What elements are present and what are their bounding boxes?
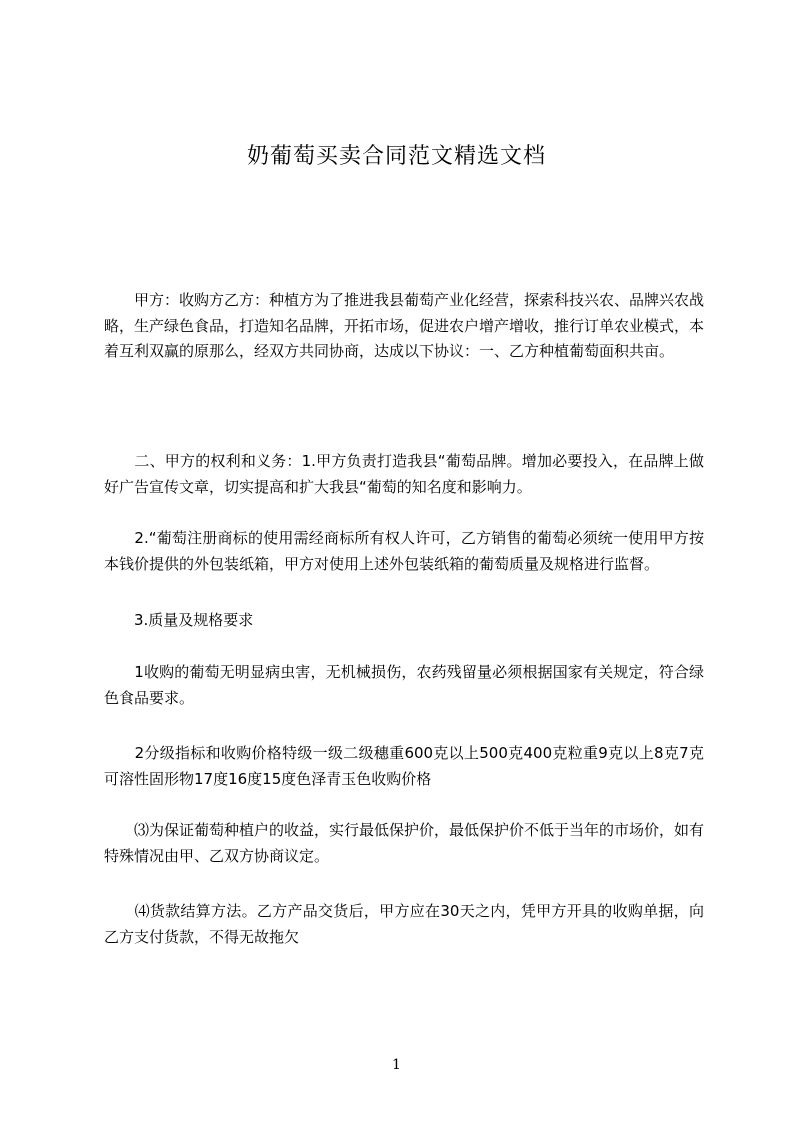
paragraph-party-a-rights: 二、甲方的权利和义务：1.甲方负责打造我县“葡萄品牌。增加必要投入，在品牌上做好广告宣传文章，切实提高和扩大我县“葡萄的知名度和影响力。 — [104, 452, 704, 496]
paragraph-grading-pricing: 2分级指标和收购价格特级一级二级穗重600克以上500克400克粒重9克以上8克7克可溶性固形物17度16度15度色泽青玉色收购价格 — [104, 744, 704, 788]
page-number: 1 — [392, 1057, 401, 1073]
paragraph-parties: 甲方：收购方乙方：种植方为了推进我县葡萄产业化经营，探索科技兴农、品牌兴农战略，生产绿色食品，打造知名品牌，开拓市场，促进农户增产增收，推行订单农业模式，本着互利双赢的原那么，经双方共同协商，达成以下协议：一、乙方种植葡萄面积共亩。 — [104, 291, 705, 360]
paragraph-payment-method: ⑷货款结算方法。乙方产品交货后，甲方应在30天之内，凭甲方开具的收购单据，向乙方支付货款，不得无故拖欠 — [104, 902, 704, 946]
document-title: 奶葡萄买卖合同范文精选文档 — [246, 144, 546, 169]
paragraph-minimum-price: ⑶为保证葡萄种植户的收益，实行最低保护价，最低保护价不低于当年的市场价，如有特殊情况由甲、乙双方协商议定。 — [104, 821, 705, 865]
paragraph-trademark-usage: 2.“葡萄注册商标的使用需经商标所有权人许可，乙方销售的葡萄必须统一使用甲方按本钱价提供的外包装纸箱，甲方对使用上述外包装纸箱的葡萄质量及规格进行监督。 — [104, 529, 704, 573]
paragraph-quality-heading: 3.质量及规格要求 — [104, 611, 254, 629]
paragraph-quality-requirement-1: 1收购的葡萄无明显病虫害，无机械损伤，农药残留量必须根据国家有关规定，符合绿色食品要求。 — [104, 663, 704, 707]
